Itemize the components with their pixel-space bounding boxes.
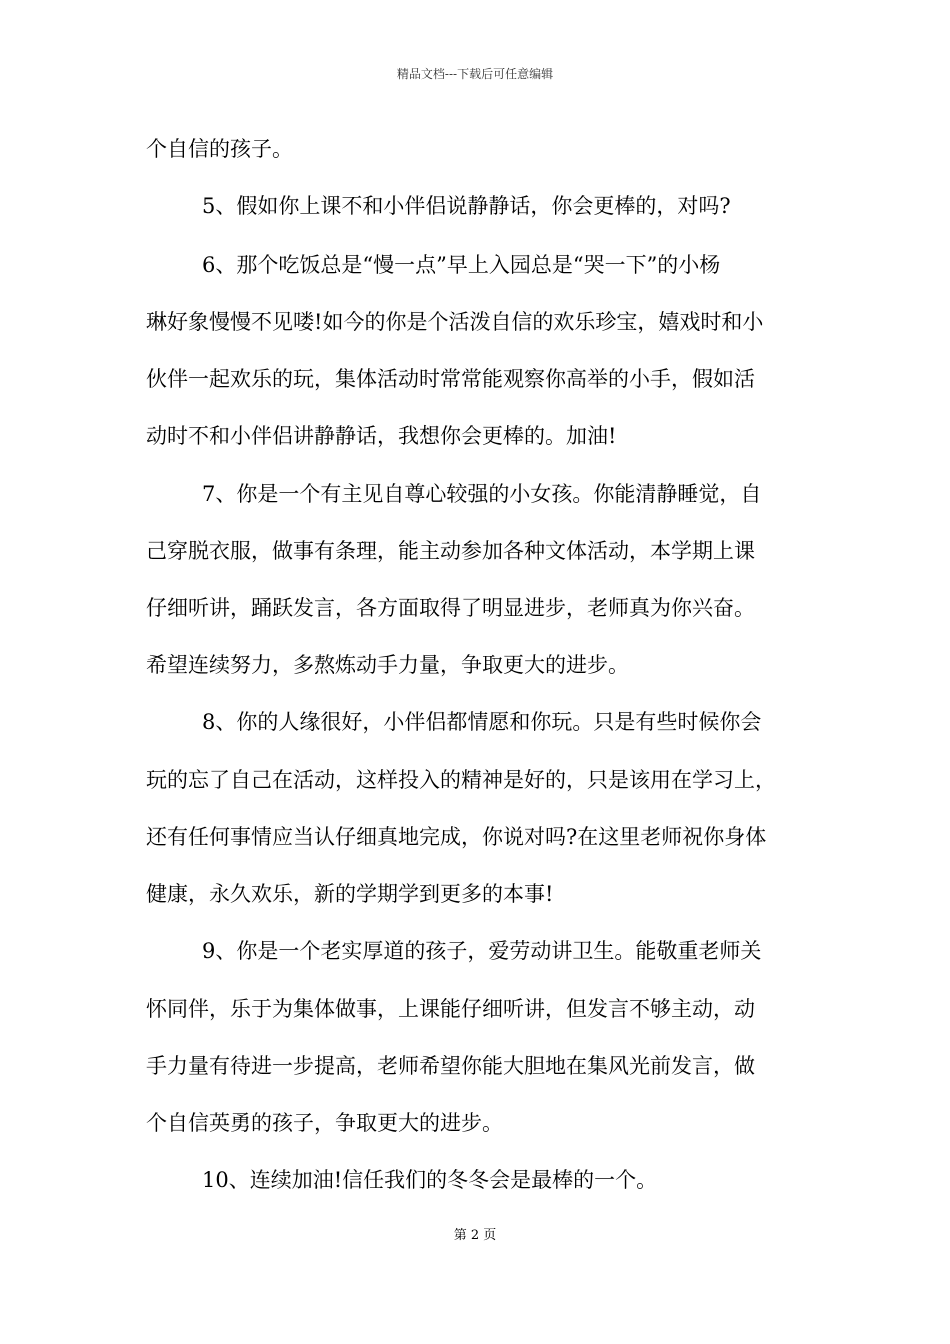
body-line: 5、假如你上课不和小伴侣说静静话，你会更棒的，对吗? xyxy=(202,194,731,218)
body-line: 己穿脱衣服，做事有条理，能主动参加各种文体活动，本学期上课 xyxy=(146,539,755,563)
body-line: 手力量有待进一步提高，老师希望你能大胆地在集风光前发言，做 xyxy=(146,1054,755,1078)
body-line: 10、连续加油!信任我们的冬冬会是最棒的一个。 xyxy=(202,1168,658,1192)
page-number: 第 2 页 xyxy=(453,1228,497,1243)
body-line: 7、你是一个有主见自尊心较强的小女孩。你能清静睡觉，自 xyxy=(202,482,762,506)
body-line: 仔细听讲，踊跃发言，各方面取得了明显进步，老师真为你兴奋。 xyxy=(146,596,755,620)
body-line: 玩的忘了自己在活动，这样投入的精神是好的，只是该用在学习上， xyxy=(146,768,776,792)
body-line: 还有任何事情应当认仔细真地完成，你说对吗?在这里老师祝你身体 xyxy=(146,825,767,849)
body-line: 希望连续努力，多熬炼动手力量，争取更大的进步。 xyxy=(146,653,629,677)
body-line: 8、你的人缘很好，小伴侣都情愿和你玩。只是有些时候你会 xyxy=(202,710,762,734)
body-line: 健康，永久欢乐，新的学期学到更多的本事! xyxy=(146,882,554,906)
body-line: 6、那个吃饭总是“慢一点”早上入园总是“哭一下”的小杨 xyxy=(202,253,721,277)
page-header: 精品文档---下载后可任意编辑 xyxy=(396,67,554,81)
body-line: 动时不和小伴侣讲静静话，我想你会更棒的。加油! xyxy=(146,424,617,448)
body-line: 琳好象慢慢不见喽!如今的你是个活泼自信的欢乐珍宝，嬉戏时和小 xyxy=(146,310,764,334)
body-line: 个自信的孩子。 xyxy=(146,137,293,161)
body-line: 个自信英勇的孩子，争取更大的进步。 xyxy=(146,1111,503,1135)
body-line: 伙伴一起欢乐的玩，集体活动时常常能观察你高举的小手，假如活 xyxy=(146,367,755,391)
body-line: 怀同伴，乐于为集体做事，上课能仔细听讲，但发言不够主动，动 xyxy=(146,997,755,1021)
body-line: 9、你是一个老实厚道的孩子，爱劳动讲卫生。能敬重老师关 xyxy=(202,939,762,963)
